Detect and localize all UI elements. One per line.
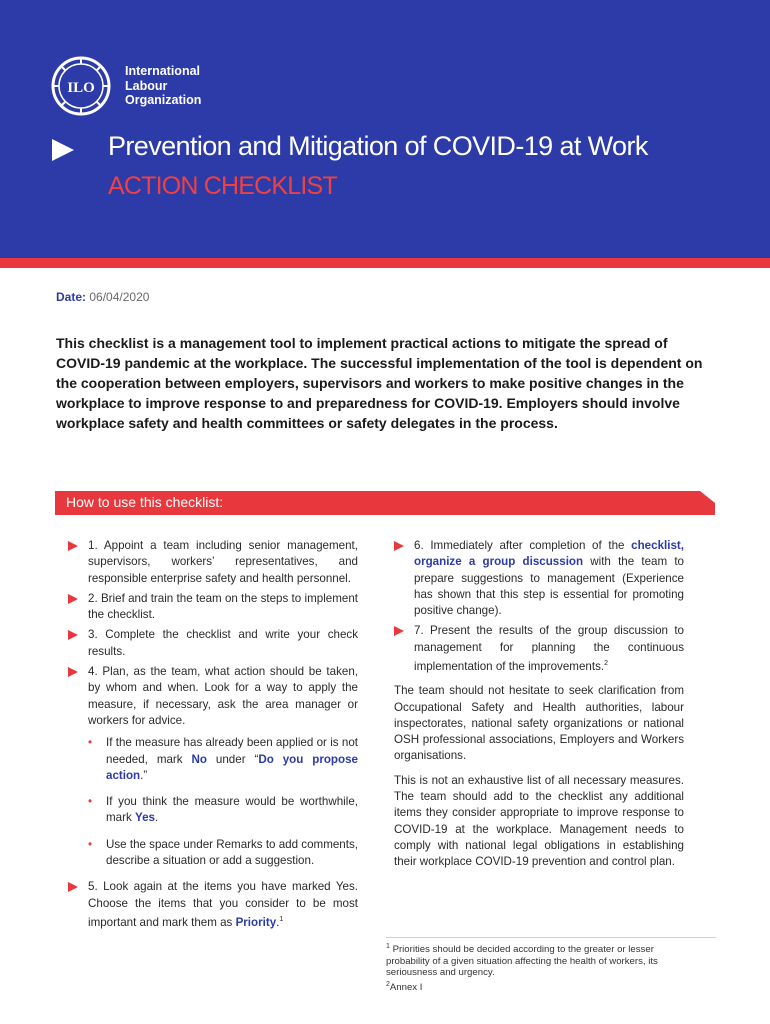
step-1: 1. Appoint a team including senior management, supervisors, workers’ representatives, and responsible enterprise safety and health personnel.: [68, 538, 358, 587]
date-line: [56, 290, 149, 304]
page-subtitle: ACTION CHECKLIST: [108, 172, 337, 200]
header-banner: [0, 0, 770, 258]
date-value: 06/04/2020: [89, 290, 150, 304]
howto-heading: How to use this checklist:: [66, 494, 224, 510]
step-arrow-icon: [68, 667, 78, 677]
ilo-emblem-icon: [50, 55, 112, 117]
bullet-dot-icon: •: [88, 837, 93, 851]
step-7: 7. Present the results of the group discussion to management for planning the continuous implementation of the improvements.$^2$: [394, 623, 684, 675]
bullet-dot-icon: •: [88, 736, 93, 750]
step-arrow-icon: [68, 541, 78, 551]
org-name: [125, 64, 201, 108]
howto-right-column: [394, 538, 684, 879]
title-arrow-icon: [52, 139, 74, 161]
step-3: 3. Complete the checklist and write your check results.: [68, 627, 358, 660]
exhaustive-paragraph: This is not an exhaustive list of all necessary measures. The team should add to the checklist any additional items they consider appropriate to improve response to COVID-19 at the workplace. Management needs to comply with national legal obligations in establishing their workplace COVID-19 prevention and control plan.: [394, 773, 684, 869]
bullet-dot-icon: •: [88, 795, 93, 809]
org-name-line-1: International: [125, 64, 201, 79]
footnote-2: $^2$Annex I: [386, 980, 423, 993]
date-label: Date:: [56, 290, 87, 304]
intro-paragraph: This checklist is a management tool to implement practical actions to mitigate the spread of COVID-19 pandemic at the workplace. The successful implementation of the tool is dependent on the cooperation between employers, supervisors and workers to make positive changes in the workplace to improve response to and preparedness for COVID-19. Employers should involve workplace safety and health committees or safety delegates in the process.: [56, 335, 703, 431]
svg-text:ILO: ILO: [67, 80, 95, 96]
step-6: 6. Immediately after completion of the checklist, organize a group discussion with the team to prepare suggestions to management (Experience has shown that this step is essential for promoting positive change).: [394, 538, 684, 619]
step-arrow-icon: [394, 541, 404, 551]
header-stripe: [0, 258, 770, 268]
step-arrow-icon: [68, 882, 78, 892]
step-4-bullet-3: • Use the space under Remarks to add comments, describe a situation or add a suggestion.: [88, 837, 358, 868]
step-5: 5. Look again at the items you have marked Yes. Choose the items that you consider to be most important and mark them as Priority.$^1$: [68, 879, 358, 931]
step-arrow-icon: [394, 626, 404, 636]
footnote-1: $^1$ Priorities should be decided according to the greater or lesser probability of a given situation affecting the health of workers, its seriousness and urgency.: [386, 943, 658, 979]
step-arrow-icon: [68, 630, 78, 640]
footnotes: [386, 941, 696, 993]
howto-left-column: [68, 538, 358, 935]
clarification-paragraph: The team should not hesitate to seek clarification from Occupational Safety and Health authorities, labour inspectorates, national safety organizations or national OSH professional associations, Employers and Workers organisations.: [394, 684, 684, 763]
step-4: 4. Plan, as the team, what action should be taken, by whom and when. Look for a way to apply the measure, if necessary, ask the area manager or workers for advice.: [68, 664, 358, 729]
step-2: 2. Brief and train the team on the steps to implement the checklist.: [68, 591, 358, 624]
ilo-logo: [50, 55, 201, 117]
footnote-divider: [386, 937, 716, 938]
step-arrow-icon: [68, 594, 78, 604]
org-name-line-2: Labour: [125, 78, 168, 93]
step-4-bullet-2: • If you think the measure would be worthwhile, mark Yes.: [88, 795, 358, 825]
step-4-bullet-1: • If the measure has already been applied or is not needed, mark No under “Do you propose action.”: [88, 736, 358, 782]
org-name-line-3: Organization: [125, 93, 202, 108]
page-title: Prevention and Mitigation of COVID-19 at Work: [108, 131, 648, 161]
